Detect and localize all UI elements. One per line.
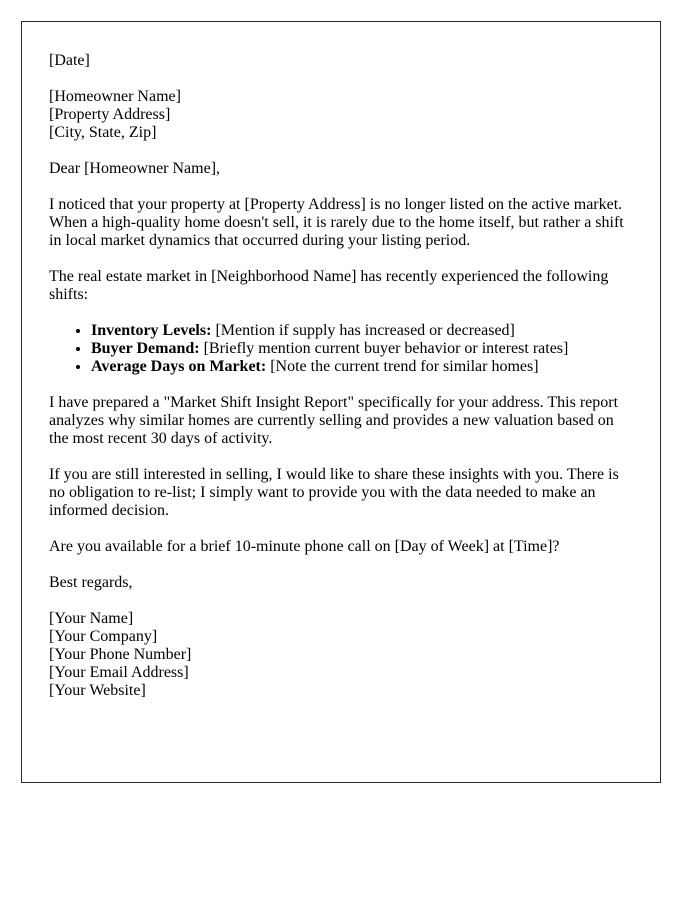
list-item-buyer-demand — [91, 340, 630, 358]
signature-company: [Your Company] — [49, 628, 158, 645]
recipient-block — [49, 88, 630, 142]
recipient-name: [Homeowner Name] — [49, 88, 181, 105]
recipient-city-state-zip: [City, State, Zip] — [49, 124, 157, 141]
closing: Best regards, — [49, 574, 133, 591]
signature-block — [49, 610, 630, 700]
list-item-inventory-levels — [91, 322, 630, 340]
signature-email: [Your Email Address] — [49, 664, 189, 681]
bullet-text: [Note the current trend for similar homes] — [266, 358, 539, 375]
letter-document — [21, 21, 661, 783]
paragraph-market-shifts-intro: The real estate market in [Neighborhood Name] has recently experienced the following shifts: — [49, 268, 609, 303]
market-shift-list — [49, 322, 630, 376]
signature-name: [Your Name] — [49, 610, 134, 627]
bullet-label: Average Days on Market: — [91, 358, 267, 375]
salutation: Dear [Homeowner Name], — [49, 160, 221, 177]
paragraph-call-question: Are you available for a brief 10-minute phone call on [Day of Week] at [Time]? — [49, 538, 560, 555]
bullet-text: [Briefly mention current buyer behavior or interest rates] — [199, 340, 569, 357]
signature-website: [Your Website] — [49, 682, 146, 699]
date-line: [Date] — [49, 52, 90, 69]
signature-phone: [Your Phone Number] — [49, 646, 192, 663]
bullet-label: Inventory Levels: — [91, 322, 212, 339]
list-item-average-days-on-market — [91, 358, 630, 376]
recipient-address: [Property Address] — [49, 106, 171, 123]
paragraph-no-obligation: If you are still interested in selling, I would like to share these insights with you. There is no obligation to re-list; I simply want to provide you with the data needed to make an informed decision. — [49, 466, 619, 519]
bullet-text: [Mention if supply has increased or decreased] — [211, 322, 515, 339]
bullet-label: Buyer Demand: — [91, 340, 200, 357]
paragraph-insight-report: I have prepared a "Market Shift Insight Report" specifically for your address. This report analyzes why similar homes are currently selling and provides a new valuation based on the most recent 30 days of activity. — [49, 394, 619, 447]
paragraph-market-notice: I noticed that your property at [Property Address] is no longer listed on the active market. When a high-quality home doesn't sell, it is rarely due to the home itself, but rather a shift in local market dynamics that occurred during your listing period. — [49, 196, 624, 249]
